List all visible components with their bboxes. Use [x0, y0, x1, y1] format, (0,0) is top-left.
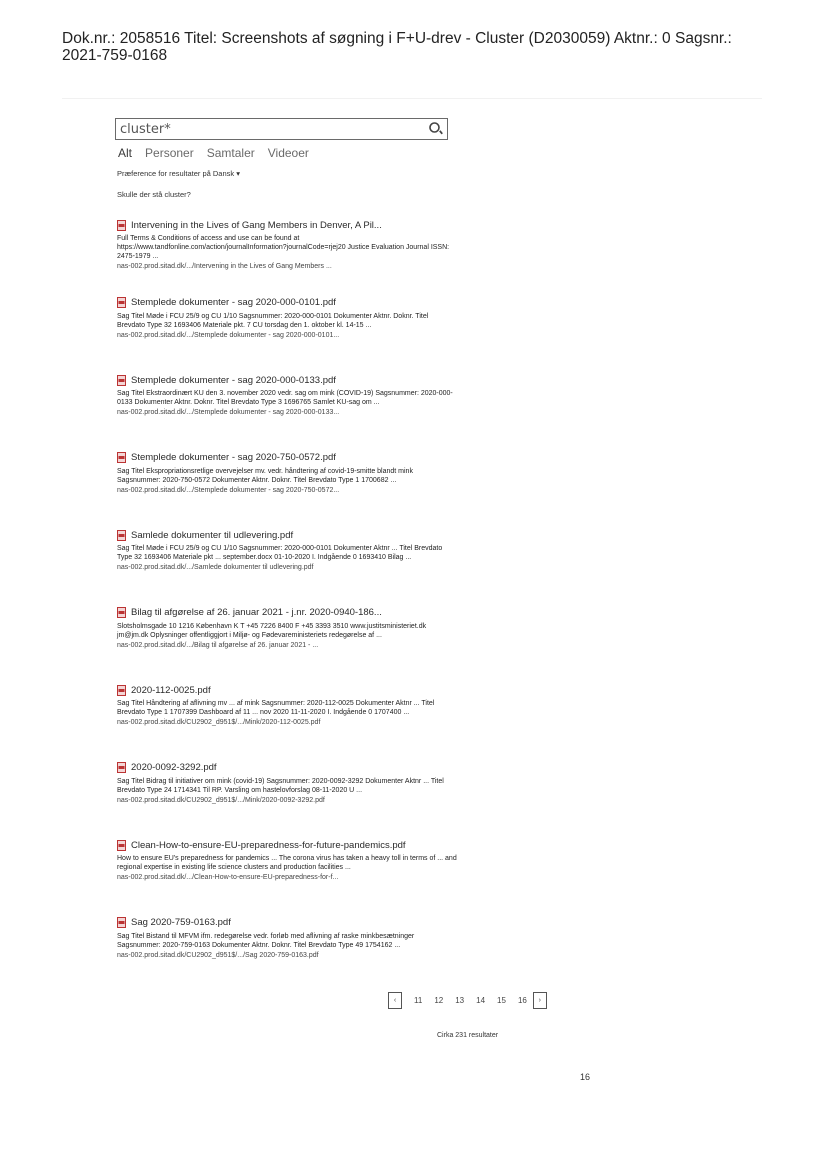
- result-title-link[interactable]: [117, 296, 457, 310]
- tab-personer[interactable]: Personer: [145, 146, 194, 160]
- result-title: 2020-112-0025.pdf: [131, 684, 211, 696]
- pdf-file-icon: [117, 762, 126, 773]
- result-title: Bilag til afgørelse af 26. januar 2021 - j.nr. 2020-0940-186...: [131, 607, 382, 618]
- result-snippet: How to ensure EU's preparedness for pandemics ... The corona virus has taken a heavy toll in terms of ... and regional expertise in existing life science clusters and production facilities ...: [117, 855, 457, 871]
- search-box[interactable]: [115, 118, 448, 140]
- result-snippet: Sag Titel Håndtering af aflivning mv ... af mink Sagsnummer: 2020-112-0025 Dokumenter Aktnr ... Titel Brevdato Type 1 1707399 Dashboard af 11 ... nov 2020 11-11-2020 I. Indgående 0 1707400 ...: [117, 700, 435, 716]
- page-link-current[interactable]: 16: [517, 996, 527, 1005]
- result-title-link[interactable]: [117, 528, 457, 542]
- results-list: [117, 218, 457, 993]
- result-title-link[interactable]: [117, 218, 457, 232]
- result-item: [117, 606, 457, 684]
- page-link[interactable]: 11: [414, 996, 423, 1005]
- tab-videoer[interactable]: Videoer: [267, 146, 309, 160]
- result-title: Samlede dokumenter til udlevering.pdf: [131, 529, 294, 541]
- result-snippet: Sag Titel Ekstraordinært KU den 3. november 2020 vedr. sag om mink (COVID-19) Sagsnummer: 2020-000-0133 Dokumenter Aktnr. Doknr. Titel Brevdato Type 3 1696765 Samlet KU-sag om ...: [117, 390, 453, 406]
- result-url[interactable]: nas-002.prod.sitad.dk/.../Samlede dokumenter til udlevering.pdf: [117, 564, 314, 571]
- result-snippet: Slotsholmsgade 10 1216 København K T +45 7226 8400 F +45 3393 3510 www.justitsministeriet.dk jm@jm.dk Oplysninger offentliggjort i Miljø- og Fødevareministeriets redegørelse af ...: [117, 622, 427, 639]
- pdf-file-icon: [117, 530, 126, 541]
- result-title-link[interactable]: [117, 373, 457, 387]
- result-snippet: Sag Titel Bistand til MFVM ifm. redegørelse vedr. forløb med aflivning af raske minkbesætninger Sagsnummer: 2020-759-0163 Dokumenter Aktnr. Doknr. Titel Brevdato Type 49 1754162 ...: [117, 932, 415, 949]
- page-link[interactable]: 12: [434, 996, 444, 1005]
- result-title-link[interactable]: [117, 606, 457, 620]
- result-item: [117, 451, 457, 529]
- pdf-file-icon: [117, 452, 126, 463]
- result-title-link[interactable]: [117, 761, 457, 775]
- header-line-1: Dok.nr.: 2058516 Titel: Screenshots af søgning i F+U-drev - Cluster (D2030059) Aktnr.: 0 Sagsnr.:: [62, 30, 732, 47]
- pdf-file-icon: [117, 375, 126, 386]
- result-title: Stemplede dokumenter - sag 2020-750-0572.pdf: [131, 452, 336, 463]
- spelling-suggestion[interactable]: Skulle der stå cluster?: [117, 190, 191, 199]
- pdf-file-icon: [117, 220, 126, 231]
- result-title-link[interactable]: [117, 451, 457, 465]
- result-title-link[interactable]: [117, 838, 457, 852]
- result-url[interactable]: nas-002.prod.sitad.dk/CU2902_d951$/.../Mink/2020-112-0025.pdf: [117, 719, 321, 726]
- result-snippet: Sag Titel Bidrag til initiativer om mink (covid-19) Sagsnummer: 2020-0092-3292 Dokumenter Aktnr ... Titel Brevdato Type 24 1714341 Til RP. Varsling om hastelovforslag 08-11-2020 U ...: [117, 777, 444, 794]
- result-item: [117, 528, 457, 606]
- result-title: Intervening in the Lives of Gang Members in Denver, A Pil...: [131, 219, 382, 231]
- result-item: [117, 838, 457, 916]
- tab-alt[interactable]: Alt: [118, 146, 133, 160]
- result-url[interactable]: nas-002.prod.sitad.dk/.../Intervening in the Lives of Gang Members ...: [117, 263, 332, 270]
- result-title-link[interactable]: [117, 683, 457, 697]
- result-item: [117, 761, 457, 839]
- document-header: [62, 30, 802, 64]
- tab-samtaler[interactable]: Samtaler: [206, 146, 255, 160]
- result-url[interactable]: nas-002.prod.sitad.dk/.../Bilag til afgørelse af 26. januar 2021 - ...: [117, 641, 319, 649]
- result-snippet: Sag Titel Ekspropriationsretlige overvejelser mv. vedr. håndtering af covid-19-smitte blandt mink Sagsnummer: 2020-750-0572 Dokumenter Aktnr. Doknr. Titel Brevdato Type 1 1700682 ...: [117, 467, 413, 484]
- result-count: Cirka 231 resultater: [437, 1032, 499, 1039]
- result-item: [117, 683, 457, 761]
- result-snippet: Sag Titel Møde i FCU 25/9 og CU 1/10 Sagsnummer: 2020-000-0101 Dokumenter Aktnr ... Titel Brevdato Type 32 1693406 Materiale pkt ... september.docx 01-10-2020 I. Indgående 0 1693410 Bilag ...: [117, 545, 443, 561]
- prev-page-button[interactable]: ‹: [388, 992, 402, 1009]
- result-item: [117, 296, 457, 374]
- pdf-file-icon: [117, 840, 126, 851]
- pdf-file-icon: [117, 607, 126, 618]
- result-url[interactable]: nas-002.prod.sitad.dk/CU2902_d951$/.../Mink/2020-0092-3292.pdf: [117, 796, 325, 804]
- pdf-file-icon: [117, 685, 126, 696]
- result-item: [117, 218, 457, 296]
- search-input[interactable]: [120, 120, 420, 138]
- result-title: Stemplede dokumenter - sag 2020-000-0101.pdf: [131, 297, 336, 308]
- page-link[interactable]: 13: [455, 996, 465, 1005]
- pdf-file-icon: [117, 297, 126, 308]
- page-link[interactable]: 15: [497, 996, 506, 1005]
- search-tabs: [118, 146, 309, 160]
- result-title: Sag 2020-759-0163.pdf: [131, 917, 231, 928]
- result-item: [117, 373, 457, 451]
- result-item: [117, 916, 457, 994]
- result-title: 2020-0092-3292.pdf: [131, 762, 217, 773]
- result-url[interactable]: nas-002.prod.sitad.dk/.../Stemplede dokumenter - sag 2020-000-0101...: [117, 331, 340, 339]
- result-url[interactable]: nas-002.prod.sitad.dk/CU2902_d951$/.../Sag 2020-759-0163.pdf: [117, 951, 319, 959]
- language-preference-link[interactable]: Præference for resultater på Dansk ▾: [117, 169, 240, 178]
- next-page-button[interactable]: ›: [533, 992, 547, 1009]
- result-url[interactable]: nas-002.prod.sitad.dk/.../Stemplede dokumenter - sag 2020-000-0133...: [117, 409, 340, 416]
- search-icon[interactable]: [428, 121, 444, 137]
- page-link[interactable]: 14: [476, 996, 486, 1005]
- pdf-file-icon: [117, 917, 126, 928]
- pagination: [388, 992, 547, 1009]
- result-title: Clean-How-to-ensure-EU-preparedness-for-future-pandemics.pdf: [131, 839, 406, 851]
- result-snippet: Sag Titel Møde i FCU 25/9 og CU 1/10 Sagsnummer: 2020-000-0101 Dokumenter Aktnr. Doknr. Titel Brevdato Type 32 1693406 Materiale pkt. 7 CU torsdag den 1. oktober kl. 14-15 ...: [117, 312, 429, 329]
- result-url[interactable]: nas-002.prod.sitad.dk/.../Clean-How-to-ensure-EU-preparedness-for-f...: [117, 874, 339, 881]
- header-line-2: 2021-759-0168: [62, 47, 168, 64]
- result-snippet: Full Terms & Conditions of access and use can be found at https://www.tandfonline.com/action/journalInformation?journalCode=rjej20 Justice Evaluation Journal ISSN: 2475-1979 ...: [117, 235, 450, 260]
- result-title-link[interactable]: [117, 916, 457, 930]
- page-number: 16: [580, 1072, 591, 1082]
- result-url[interactable]: nas-002.prod.sitad.dk/.../Stemplede dokumenter - sag 2020-750-0572...: [117, 486, 340, 494]
- divider: [62, 98, 762, 99]
- result-title: Stemplede dokumenter - sag 2020-000-0133.pdf: [131, 374, 336, 386]
